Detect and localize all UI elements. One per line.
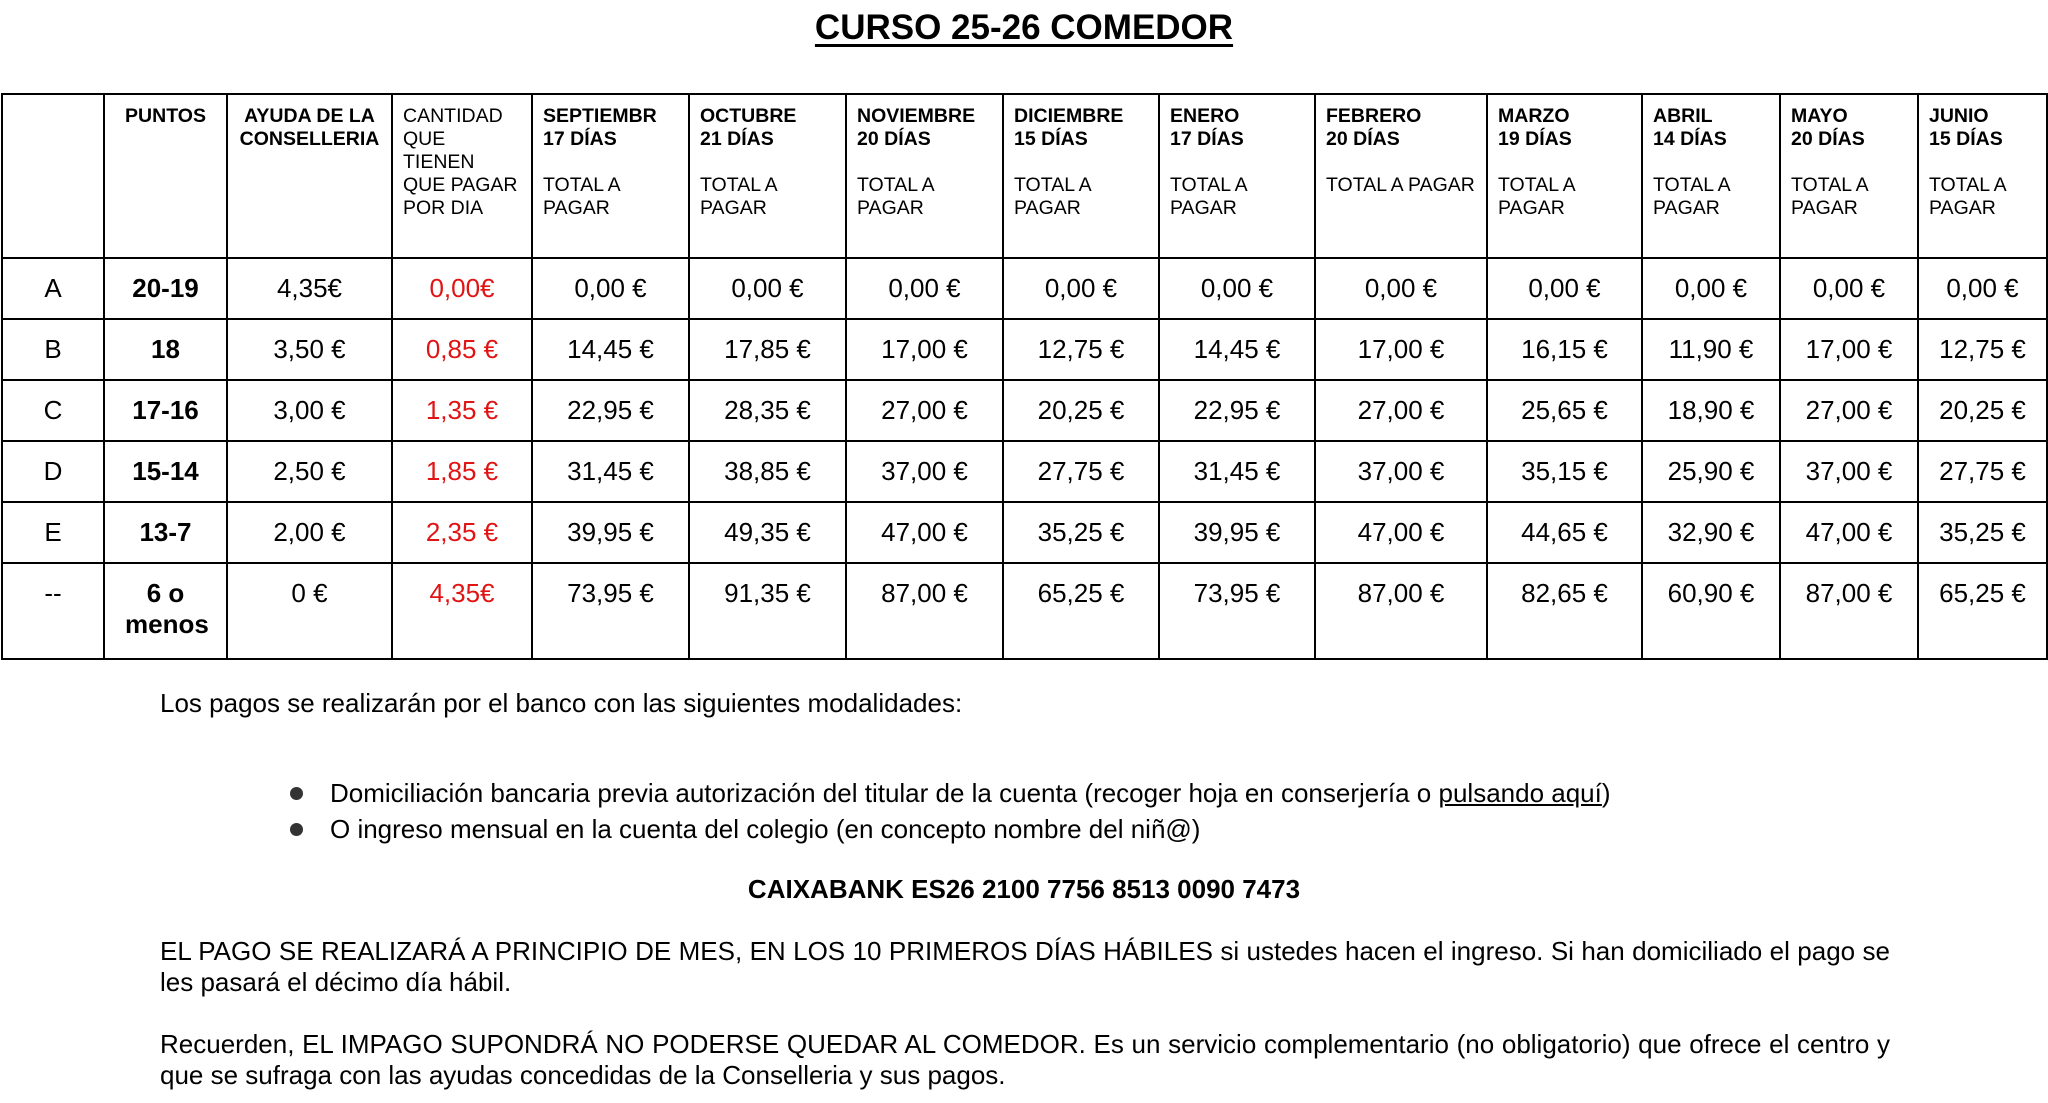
- ayuda-cell: 2,50 €: [227, 441, 392, 502]
- month-total-cell: 14,45 €: [532, 319, 689, 380]
- header-month: OCTUBRE 21 DÍAS TOTAL A PAGAR: [689, 94, 846, 258]
- month-total-cell: 31,45 €: [532, 441, 689, 502]
- month-total-cell: 20,25 €: [1918, 380, 2047, 441]
- month-total-cell: 37,00 €: [1315, 441, 1487, 502]
- month-total-cell: 87,00 €: [1780, 563, 1918, 659]
- month-total-cell: 60,90 €: [1642, 563, 1780, 659]
- header-month: DICIEMBRE 15 DÍAS TOTAL A PAGAR: [1003, 94, 1159, 258]
- month-total-cell: 27,75 €: [1003, 441, 1159, 502]
- month-total-cell: 0,00 €: [1918, 258, 2047, 319]
- month-total-cell: 32,90 €: [1642, 502, 1780, 563]
- group-cell: --: [2, 563, 104, 659]
- month-total-cell: 27,75 €: [1918, 441, 2047, 502]
- header-month: ENERO 17 DÍAS TOTAL A PAGAR: [1159, 94, 1315, 258]
- nonpayment-warning-paragraph: Recuerden, EL IMPAGO SUPONDRÁ NO PODERSE QUEDAR AL COMEDOR. Es un servicio complementario (no obligatorio) que ofrece el centro y que se sufraga con las ayudas concedidas de la Conselleria y sus pagos.: [160, 1029, 1890, 1090]
- month-total-cell: 37,00 €: [846, 441, 1003, 502]
- month-total-cell: 37,00 €: [1780, 441, 1918, 502]
- header-month: JUNIO 15 DÍAS TOTAL A PAGAR: [1918, 94, 2047, 258]
- list-item: Domiciliación bancaria previa autorización del titular de la cuenta (recoger hoja en conserjería o pulsando aquí): [290, 775, 1611, 811]
- cantidad-cell: 2,35 €: [392, 502, 532, 563]
- month-total-cell: 35,25 €: [1003, 502, 1159, 563]
- month-total-cell: 27,00 €: [1315, 380, 1487, 441]
- month-total-cell: 35,25 €: [1918, 502, 2047, 563]
- table-header-row: [2, 94, 2047, 258]
- puntos-cell: 6 o menos: [104, 563, 227, 659]
- table-row: [2, 258, 2047, 319]
- puntos-cell: 20-19: [104, 258, 227, 319]
- month-total-cell: 73,95 €: [1159, 563, 1315, 659]
- bank-account: CAIXABANK ES26 2100 7756 8513 0090 7473: [747, 874, 1301, 904]
- month-total-cell: 12,75 €: [1003, 319, 1159, 380]
- puntos-cell: 15-14: [104, 441, 227, 502]
- month-total-cell: 73,95 €: [532, 563, 689, 659]
- month-total-cell: 49,35 €: [689, 502, 846, 563]
- puntos-cell: 18: [104, 319, 227, 380]
- group-cell: D: [2, 441, 104, 502]
- month-total-cell: 17,00 €: [1315, 319, 1487, 380]
- month-total-cell: 28,35 €: [689, 380, 846, 441]
- header-puntos: PUNTOS: [104, 94, 227, 258]
- month-total-cell: 12,75 €: [1918, 319, 2047, 380]
- month-total-cell: 0,00 €: [532, 258, 689, 319]
- month-total-cell: 27,00 €: [1780, 380, 1918, 441]
- month-total-cell: 11,90 €: [1642, 319, 1780, 380]
- month-total-cell: 20,25 €: [1003, 380, 1159, 441]
- cantidad-cell: 1,35 €: [392, 380, 532, 441]
- list-item: O ingreso mensual en la cuenta del colegio (en concepto nombre del niñ@): [290, 811, 1611, 847]
- month-total-cell: 47,00 €: [846, 502, 1003, 563]
- month-total-cell: 27,00 €: [846, 380, 1003, 441]
- ayuda-cell: 3,00 €: [227, 380, 392, 441]
- cantidad-cell: 4,35€: [392, 563, 532, 659]
- month-total-cell: 14,45 €: [1159, 319, 1315, 380]
- header-month: MAYO 20 DÍAS TOTAL A PAGAR: [1780, 94, 1918, 258]
- header-ayuda: AYUDA DE LA CONSELLERIA: [227, 94, 392, 258]
- month-total-cell: 25,90 €: [1642, 441, 1780, 502]
- puntos-cell: 17-16: [104, 380, 227, 441]
- month-total-cell: 22,95 €: [1159, 380, 1315, 441]
- header-month: MARZO 19 DÍAS TOTAL A PAGAR: [1487, 94, 1642, 258]
- header-blank: [2, 94, 104, 258]
- month-total-cell: 17,00 €: [1780, 319, 1918, 380]
- month-total-cell: 82,65 €: [1487, 563, 1642, 659]
- cantidad-cell: 0,00€: [392, 258, 532, 319]
- puntos-cell: 13-7: [104, 502, 227, 563]
- table-row: [2, 441, 2047, 502]
- month-total-cell: 87,00 €: [1315, 563, 1487, 659]
- payment-deadline-paragraph: EL PAGO SE REALIZARÁ A PRINCIPIO DE MES, EN LOS 10 PRIMEROS DÍAS HÁBILES si ustedes hacen el ingreso. Si han domiciliado el pago se les pasará el décimo día hábil.: [160, 936, 1890, 997]
- pulsando-aqui-link[interactable]: pulsando aquí: [1438, 778, 1602, 808]
- header-month: FEBRERO 20 DÍAS TOTAL A PAGAR: [1315, 94, 1487, 258]
- month-total-cell: 0,00 €: [1003, 258, 1159, 319]
- month-total-cell: 65,25 €: [1918, 563, 2047, 659]
- header-month: NOVIEMBRE 20 DÍAS TOTAL A PAGAR: [846, 94, 1003, 258]
- table-row: [2, 380, 2047, 441]
- fees-table: [1, 93, 2048, 660]
- month-total-cell: 0,00 €: [1642, 258, 1780, 319]
- month-total-cell: 87,00 €: [846, 563, 1003, 659]
- table-row: [2, 502, 2047, 563]
- month-total-cell: 0,00 €: [1780, 258, 1918, 319]
- month-total-cell: 0,00 €: [846, 258, 1003, 319]
- month-total-cell: 39,95 €: [1159, 502, 1315, 563]
- month-total-cell: 16,15 €: [1487, 319, 1642, 380]
- month-total-cell: 35,15 €: [1487, 441, 1642, 502]
- month-total-cell: 38,85 €: [689, 441, 846, 502]
- cantidad-cell: 0,85 €: [392, 319, 532, 380]
- ayuda-cell: 3,50 €: [227, 319, 392, 380]
- group-cell: B: [2, 319, 104, 380]
- month-total-cell: 0,00 €: [1487, 258, 1642, 319]
- month-total-cell: 0,00 €: [1159, 258, 1315, 319]
- page-title: CURSO 25-26 COMEDOR: [814, 8, 1234, 47]
- group-cell: A: [2, 258, 104, 319]
- month-total-cell: 0,00 €: [1315, 258, 1487, 319]
- ayuda-cell: 2,00 €: [227, 502, 392, 563]
- table-row: [2, 319, 2047, 380]
- month-total-cell: 47,00 €: [1780, 502, 1918, 563]
- month-total-cell: 17,85 €: [689, 319, 846, 380]
- month-total-cell: 18,90 €: [1642, 380, 1780, 441]
- header-month: ABRIL 14 DÍAS TOTAL A PAGAR: [1642, 94, 1780, 258]
- month-total-cell: 91,35 €: [689, 563, 846, 659]
- header-cantidad: CANTIDAD QUE TIENEN QUE PAGAR POR DIA: [392, 94, 532, 258]
- bullet-icon: [290, 787, 303, 800]
- month-total-cell: 39,95 €: [532, 502, 689, 563]
- month-total-cell: 65,25 €: [1003, 563, 1159, 659]
- month-total-cell: 22,95 €: [532, 380, 689, 441]
- group-cell: E: [2, 502, 104, 563]
- payment-intro: Los pagos se realizarán por el banco con las siguientes modalidades:: [160, 688, 963, 718]
- month-total-cell: 44,65 €: [1487, 502, 1642, 563]
- group-cell: C: [2, 380, 104, 441]
- month-total-cell: 31,45 €: [1159, 441, 1315, 502]
- ayuda-cell: 4,35€: [227, 258, 392, 319]
- bullet-icon: [290, 823, 303, 836]
- month-total-cell: 47,00 €: [1315, 502, 1487, 563]
- cantidad-cell: 1,85 €: [392, 441, 532, 502]
- table-row: [2, 563, 2047, 659]
- month-total-cell: 25,65 €: [1487, 380, 1642, 441]
- header-month: SEPTIEMBR 17 DÍAS TOTAL A PAGAR: [532, 94, 689, 258]
- month-total-cell: 0,00 €: [689, 258, 846, 319]
- month-total-cell: 17,00 €: [846, 319, 1003, 380]
- ayuda-cell: 0 €: [227, 563, 392, 659]
- payment-methods-list: [290, 775, 1611, 847]
